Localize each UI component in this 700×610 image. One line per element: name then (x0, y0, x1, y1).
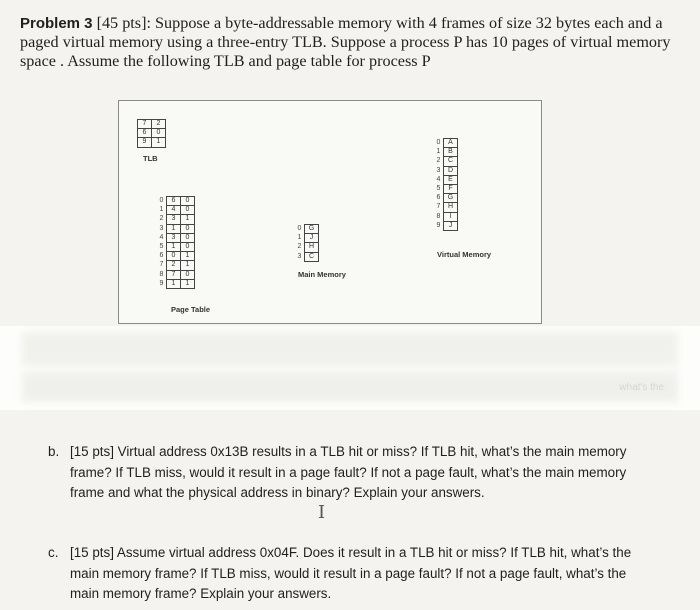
virtual-memory-index: 1 (436, 148, 441, 156)
main-memory-table (295, 224, 319, 262)
page-table-frame-cell: 6 (167, 197, 181, 206)
virtual-memory-index: 4 (436, 175, 441, 183)
page-table-valid-cell: 0 (181, 197, 195, 206)
question-c-text: [15 pts] Assume virtual address 0x04F. Does it result in a TLB hit or miss? If TLB hit, what’s the main memory frame? If TLB miss, would it result in a page fault? If not a page fault, what’s the main memory frame? Explain your answers. (70, 545, 632, 601)
table-row (157, 242, 195, 251)
virtual-memory-cell: B (444, 148, 458, 157)
page-table-frame-cell: 4 (167, 206, 181, 215)
tlb-frame-cell: 2 (152, 120, 166, 129)
virtual-memory-table (434, 138, 458, 231)
page-table-index: 3 (159, 224, 164, 232)
page-table-valid-cell: 1 (181, 252, 195, 261)
table-row (434, 166, 458, 175)
table-row (138, 138, 166, 147)
table-row (295, 234, 319, 243)
virtual-memory-cell: F (444, 184, 458, 193)
tlb-caption: TLB (143, 154, 158, 163)
page-table-valid-cell: 0 (181, 233, 195, 242)
table-row (157, 233, 195, 242)
main-memory-cell: H (305, 243, 319, 252)
problem-text: [45 pts]: Suppose a byte-addressable memory with 4 frames of size 32 bytes each and a paged virtual memory using a three-entry TLB. Suppose a process P has 10 pages of virtual memory space . Assume the following TLB and page table for process P (20, 14, 671, 70)
question-b-tag: b. (48, 444, 60, 459)
page-table-frame-cell: 0 (167, 252, 181, 261)
page-table-valid-cell: 0 (181, 206, 195, 215)
page-table-valid-cell: 1 (181, 261, 195, 270)
blurred-line (22, 332, 678, 366)
page-table-index: 0 (159, 197, 164, 205)
page-table-valid-cell: 0 (181, 242, 195, 251)
table-row (157, 224, 195, 233)
main-memory-index: 3 (297, 252, 302, 260)
page-table-index: 9 (159, 279, 164, 287)
page-table-index: 7 (159, 261, 164, 269)
watermark: what's the (619, 382, 664, 393)
tlb-frame-cell: 1 (152, 138, 166, 147)
table-row (157, 279, 195, 288)
page-table-valid-cell: 1 (181, 279, 195, 288)
table-row (434, 194, 458, 203)
table-row (434, 175, 458, 184)
page-table-frame-cell: 1 (167, 242, 181, 251)
virtual-memory-cell: H (444, 203, 458, 212)
virtual-memory-index: 8 (436, 212, 441, 220)
tlb-page-cell: 9 (138, 138, 152, 147)
virtual-memory-index: 0 (436, 139, 441, 147)
table-row (138, 129, 166, 138)
page-table-frame-cell: 1 (167, 224, 181, 233)
virtual-memory-index: 7 (436, 203, 441, 211)
main-memory-cell: C (305, 252, 319, 261)
main-memory-cell: J (305, 234, 319, 243)
virtual-memory-cell: J (444, 221, 458, 230)
table-row (434, 139, 458, 148)
virtual-memory-caption: Virtual Memory (437, 250, 492, 259)
table-row (157, 206, 195, 215)
page-table-index: 4 (159, 233, 164, 241)
virtual-memory-cell: G (444, 194, 458, 203)
problem-heading: Problem 3 (20, 15, 93, 32)
virtual-memory-index: 2 (436, 157, 441, 165)
table-row (157, 197, 195, 206)
page-table-frame-cell: 7 (167, 270, 181, 279)
tlb-page-cell: 6 (138, 129, 152, 138)
page-table (157, 196, 195, 289)
tlb-frame-cell: 0 (152, 129, 166, 138)
virtual-memory-cell: C (444, 157, 458, 166)
tlb-page-cell: 7 (138, 120, 152, 129)
page-table-index: 5 (159, 243, 164, 251)
problem-statement (20, 14, 684, 71)
main-memory-index: 2 (297, 243, 302, 251)
table-row (157, 215, 195, 224)
virtual-memory-index: 9 (436, 221, 441, 229)
page-table-frame-cell: 3 (167, 215, 181, 224)
table-row (434, 221, 458, 230)
page-table-frame-cell: 2 (167, 261, 181, 270)
table-row (295, 252, 319, 261)
table-row (157, 270, 195, 279)
table-row (434, 157, 458, 166)
question-b (48, 442, 648, 504)
main-memory-index: 1 (297, 234, 302, 242)
page-table-valid-cell: 0 (181, 270, 195, 279)
table-row (434, 148, 458, 157)
text-cursor-icon: I (318, 502, 326, 523)
table-row (434, 203, 458, 212)
virtual-memory-index: 5 (436, 185, 441, 193)
virtual-memory-index: 3 (436, 166, 441, 174)
table-row (295, 243, 319, 252)
table-row (157, 261, 195, 270)
main-memory-caption: Main Memory (298, 270, 346, 279)
question-b-text: [15 pts] Virtual address 0x13B results in a TLB hit or miss? If TLB hit, what’s the main memory frame? If TLB miss, would it result in a page fault? If not a page fault, what’s the main memory frame and what the physical address in binary? Explain your answers. (70, 444, 627, 500)
main-memory-index: 0 (297, 225, 302, 233)
table-row (434, 184, 458, 193)
page-table-caption: Page Table (171, 305, 211, 314)
table-row (295, 225, 319, 234)
virtual-memory-cell: D (444, 166, 458, 175)
blurred-line (22, 372, 678, 402)
page-table-index: 2 (159, 215, 164, 223)
page-table-index: 8 (159, 270, 164, 278)
virtual-memory-index: 6 (436, 194, 441, 202)
page-table-valid-cell: 0 (181, 224, 195, 233)
virtual-memory-cell: A (444, 139, 458, 148)
page-table-valid-cell: 1 (181, 215, 195, 224)
main-memory-cell: G (305, 225, 319, 234)
question-c (48, 543, 648, 605)
table-row (138, 120, 166, 129)
memory-figure (118, 100, 542, 324)
table-row (157, 252, 195, 261)
page-table-index: 6 (159, 252, 164, 260)
page-table-index: 1 (159, 206, 164, 214)
blurred-region (0, 326, 700, 410)
page-table-frame-cell: 1 (167, 279, 181, 288)
question-c-tag: c. (48, 545, 59, 560)
table-row (434, 212, 458, 221)
page-table-frame-cell: 3 (167, 233, 181, 242)
tlb-table (137, 119, 166, 148)
virtual-memory-cell: E (444, 175, 458, 184)
virtual-memory-cell: I (444, 212, 458, 221)
